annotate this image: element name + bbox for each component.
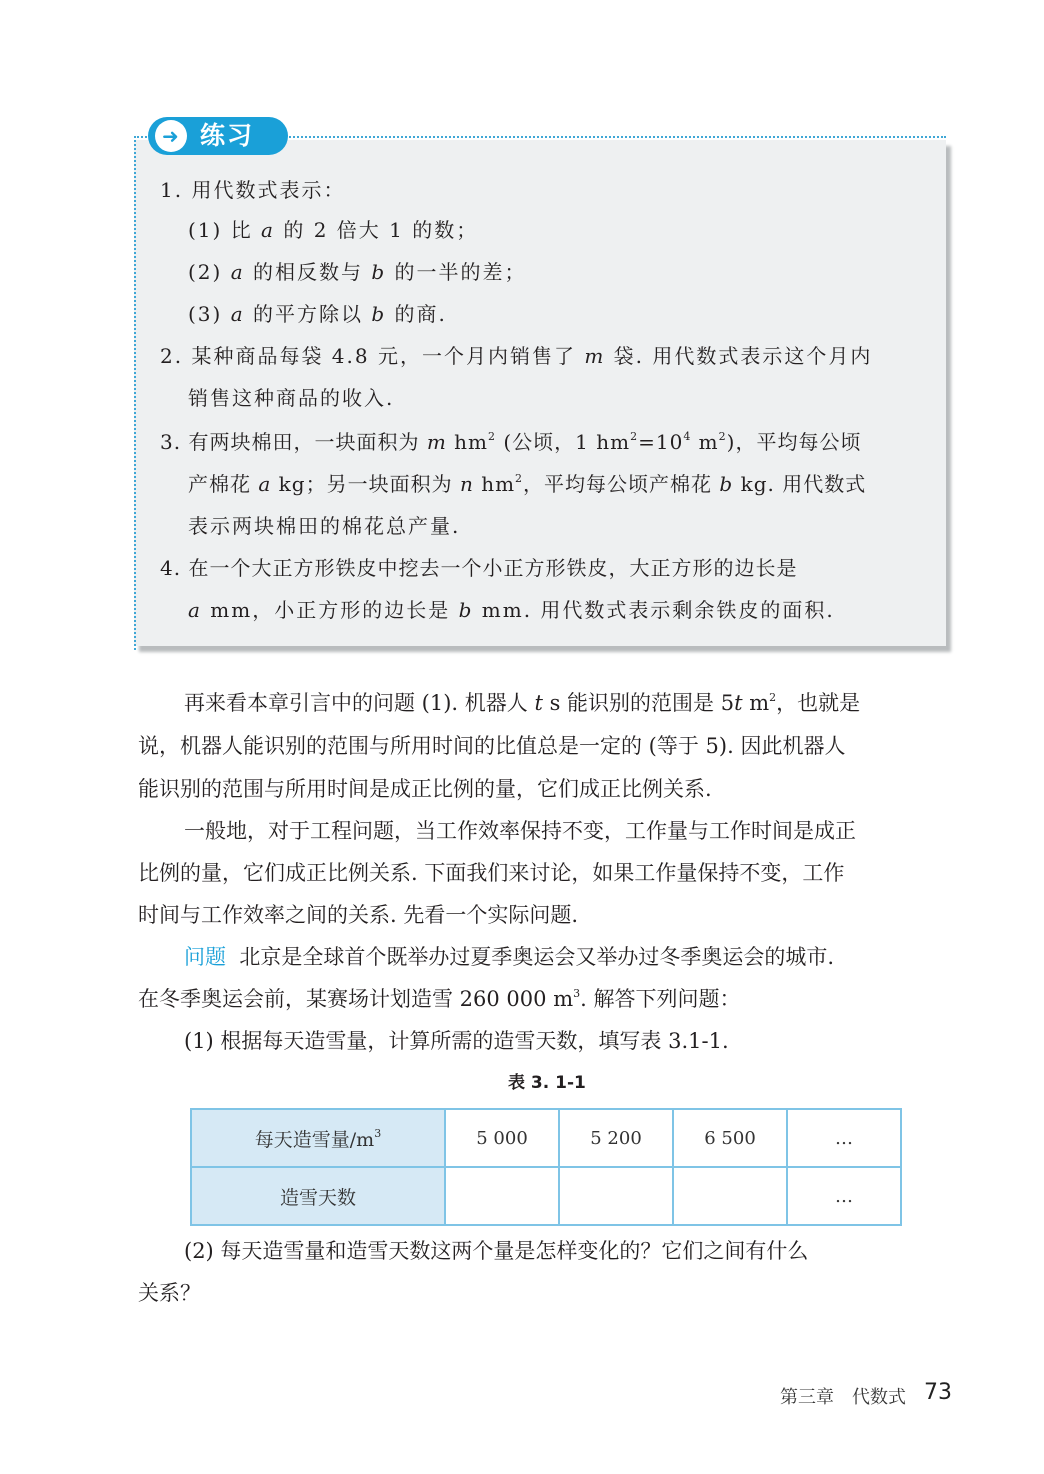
- exercise-q3-line1: 3. 有两块棉田，一块面积为 m $hm^2$ (公顷，1 $hm^2=10^4$ $m^2$)，平均每公顷: [160, 430, 862, 454]
- table-row-header: 造雪天数: [191, 1167, 445, 1225]
- paragraph-2-line-3: 时间与工作效率之间的关系. 先看一个实际问题.: [138, 903, 579, 927]
- exercise-q3-line2: 产棉花 a kg；另一块面积为 n $hm^2$，平均每公顷产棉花 b kg. 用代数式: [188, 472, 867, 496]
- table-cell: [673, 1167, 787, 1225]
- table-row-header: 每天造雪量$/m^3$: [191, 1109, 445, 1167]
- table-cell: [445, 1167, 559, 1225]
- snow-table: [190, 1108, 902, 1226]
- exercise-q2-line2: 销售这种商品的收入.: [188, 386, 395, 410]
- table-cell: …: [787, 1167, 901, 1225]
- footer-chapter: 第三章: [780, 1387, 834, 1408]
- paragraph-2-line-2: 比例的量，它们成正比例关系. 下面我们来讨论，如果工作量保持不变，工作: [138, 861, 845, 885]
- paragraph-2-line-1: 一般地，对于工程问题，当工作效率保持不变，工作量与工作时间是成正: [184, 819, 856, 843]
- exercise-dotted-border-left: [134, 136, 136, 650]
- table-caption: 表 3. 1-1: [508, 1073, 586, 1093]
- problem-question-2-line-1: (2) 每天造雪量和造雪天数这两个量是怎样变化的？它们之间有什么: [184, 1239, 809, 1263]
- table-row: [191, 1109, 901, 1167]
- exercise-q1: 1. 用代数式表示：: [160, 178, 346, 202]
- exercise-q2-line1: 2. 某种商品每袋 4.8 元，一个月内销售了 m 袋. 用代数式表示这个月内: [160, 344, 873, 368]
- exercise-q1-1: (1) 比 a 的 2 倍大 1 的数；: [188, 218, 479, 242]
- page-number: 73: [924, 1380, 952, 1405]
- exercise-q3-line3: 表示两块棉田的棉花总产量.: [188, 514, 461, 538]
- table-cell: 5 000: [445, 1109, 559, 1167]
- table-cell: …: [787, 1109, 901, 1167]
- exercise-q4-line1: 4. 在一个大正方形铁皮中挖去一个小正方形铁皮，大正方形的边长是: [160, 556, 798, 580]
- problem-label: 问题: [184, 945, 226, 969]
- exercise-badge-label: 练习: [200, 121, 255, 150]
- problem-question-1: (1) 根据每天造雪量，计算所需的造雪天数，填写表 3.1-1.: [184, 1029, 729, 1053]
- table-cell: [559, 1167, 673, 1225]
- exercise-q4-line2: a mm，小正方形的边长是 b mm. 用代数式表示剩余铁皮的面积.: [188, 598, 835, 622]
- paragraph-1-line-3: 能识别的范围与所用时间是成正比例的量，它们成正比例关系.: [138, 777, 712, 801]
- problem-line-2: 在冬季奥运会前，某赛场计划造雪 260 000 $m^3$. 解答下列问题：: [138, 987, 741, 1011]
- problem-question-2-line-2: 关系？: [138, 1281, 201, 1305]
- arrow-icon: ➜: [162, 124, 179, 148]
- table-cell: 5 200: [559, 1109, 673, 1167]
- paragraph-1-line-1: 再来看本章引言中的问题 (1). 机器人 t s 能识别的范围是 5t $m^2$，也就是: [184, 691, 861, 715]
- footer-section: 代数式: [852, 1387, 906, 1408]
- exercise-q1-2: (2) a 的相反数与 b 的一半的差；: [188, 260, 527, 284]
- table-cell: 6 500: [673, 1109, 787, 1167]
- exercise-q1-3: (3) a 的平方除以 b 的商.: [188, 302, 447, 326]
- table-row: [191, 1167, 901, 1225]
- problem-line-1: 问题 北京是全球首个既举办过夏季奥运会又举办过冬季奥运会的城市.: [184, 945, 835, 969]
- paragraph-1-line-2: 说，机器人能识别的范围与所用时间的比值总是一定的 (等于 5). 因此机器人: [138, 734, 846, 758]
